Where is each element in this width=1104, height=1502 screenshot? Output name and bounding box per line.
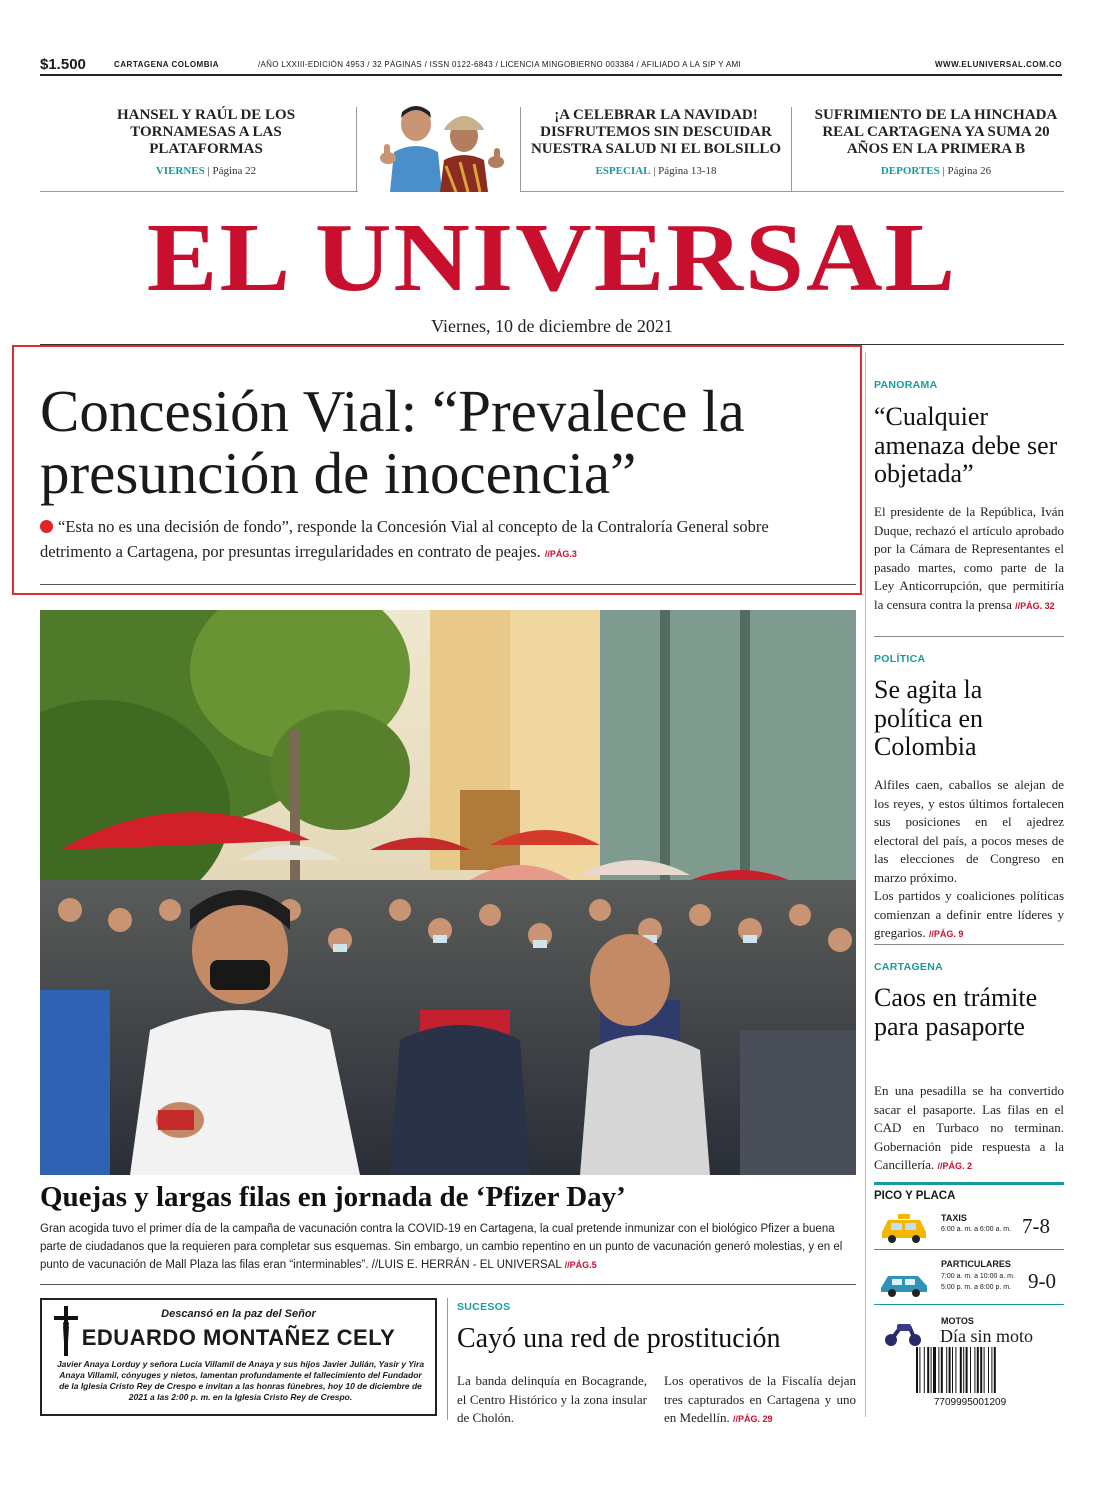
teaser-navidad[interactable]: [528, 107, 784, 177]
cartagena-body: En una pesadilla se ha convertido sacar el pasaporte. Las filas en el CAD en Turbaco no terminan. Gobernación pide respuesta a la Cancillería. //PÁG. 2: [874, 1083, 1064, 1172]
pico-placa-box: [874, 1182, 1064, 1202]
taxis-label: TAXIS: [941, 1213, 967, 1223]
barcode-bar: [919, 1347, 920, 1393]
barcode-bar: [916, 1347, 918, 1393]
politica-body: Alfiles caen, caballos se alejan de los reyes, y estos últimos fortalecen sus posiciones en el ajedrez electoral del país, a pocos meses de las elecciones de Congreso en marzo próximo. Los partidos y coaliciones políticas comienzan a definir entre líderes y gregarios. //PÁG. 9: [874, 777, 1064, 940]
obituary-notice: [40, 1298, 437, 1416]
barcode: [912, 1347, 1028, 1407]
page-ref[interactable]: //PÁG. 9: [928, 929, 964, 939]
lead-headline[interactable]: Concesión Vial: “Prevalece la presunción de inocencia”: [40, 378, 745, 506]
motos-label: MOTOS: [941, 1316, 974, 1326]
teaser-underline: [520, 191, 1064, 192]
taxis-hours: 6:00 a. m. a 6:00 a. m.: [941, 1226, 1012, 1233]
section-label-sucesos: SUCESOS: [457, 1301, 511, 1313]
photo-illustration: [40, 610, 856, 1175]
pyp-separator: [874, 1304, 1064, 1305]
price: $1.500: [40, 56, 86, 73]
website-link[interactable]: WWW.ELUNIVERSAL.COM.CO: [935, 60, 1062, 69]
barcode-bar: [994, 1347, 996, 1393]
teaser-divider: [520, 107, 521, 191]
photo-headline[interactable]: Quejas y largas filas en jornada de ‘Pfizer Day’: [40, 1181, 626, 1213]
barcode-bar: [938, 1347, 939, 1393]
teaser-divider: [356, 107, 357, 191]
sucesos-col-2: Los operativos de la Fiscalía dejan tres capturados en Cartagena y uno en Medellín. //PÁG. 29: [664, 1373, 856, 1425]
teaser-underline: [40, 191, 358, 192]
right-separator: [874, 944, 1064, 945]
cartagena-headline[interactable]: Caos en trámite para pasaporte: [874, 983, 1038, 1041]
politica-headline[interactable]: Se agita la política en Colombia: [874, 675, 984, 761]
pyp-separator: [874, 1249, 1064, 1250]
barcode-bar: [952, 1347, 953, 1393]
barcode-bar: [960, 1347, 962, 1393]
barcode-bar: [955, 1347, 956, 1393]
barcode-bar: [970, 1347, 971, 1393]
right-separator: [874, 636, 1064, 637]
particulares-hours-am: 7:00 a. m. a 10:00 a. m.: [941, 1273, 1015, 1280]
barcode-bar: [984, 1347, 985, 1393]
particulares-label: PARTICULARES: [941, 1259, 1011, 1269]
teaser-title: HANSEL Y RAÚL DE LOS TORNAMESAS A LAS PLATAFORMAS: [116, 107, 296, 157]
section-label-cartagena: CARTAGENA: [874, 961, 944, 973]
page-ref[interactable]: //PÁG. 2: [937, 1161, 973, 1171]
barcode-bar: [963, 1347, 964, 1393]
taxis-plates: 7-8: [1022, 1214, 1050, 1238]
sucesos-col-1: La banda delinquía en Bocagrande, el Centro Histórico y la zona insular de Cholón.: [457, 1373, 647, 1425]
barcode-bar: [991, 1347, 992, 1393]
page-ref[interactable]: //PÁG. 29: [732, 1414, 773, 1424]
lead-summary: “Esta no es una decisión de fondo”, responde la Concesión Vial al concepto de la Contraloría General sobre detrimento a Cartagena, por presuntas irregularidades en contrato de peajes. //PÁG.3: [40, 517, 769, 561]
teaser-ref: VIERNES | Página 22: [155, 165, 257, 177]
barcode-bar: [977, 1347, 979, 1393]
teaser-ref: DEPORTES | Página 26: [880, 165, 992, 177]
barcode-bar: [933, 1347, 936, 1393]
bullet-dot-icon: [40, 520, 53, 533]
panorama-headline[interactable]: “Cualquier amenaza debe ser objetada”: [874, 402, 1058, 488]
section-label-panorama: PANORAMA: [874, 379, 938, 391]
photo-caption: Gran acogida tuvo el primer día de la campaña de vacunación contra la COVID-19 en Cartagena, la cual pretende inmunizar con el biológico Pfizer a buena parte de ciudadanos que la requieren para completar sus esquemas. Sin embargo, un cambio repentino en un punto de vacunación generó molestias, y en el punto de vacunación de Mall Plaza las filas eran “interminables”. //LUIS E. HERRÁN - EL UNIVERSAL //PÁG.5: [40, 1223, 843, 1271]
obituary-body: Javier Anaya Lorduy y señora Lucía Villamil de Anaya y sus hijos Javier Julián, Yasir y Yira Anaya Villamil, cónyuges y nietos, lamentan profundamente el fallecimiento del Fundador de la Iglesia Cristo Rey de Crespo e invitan a las honras fúnebres, hoy 10 de diciembre de 2021 a las 2:00 p. m. en la Iglesia Cristo Rey de Crespo.: [56, 1359, 425, 1402]
right-column-divider: [865, 352, 866, 1417]
barcode-bar: [946, 1347, 947, 1393]
top-info-bar: [40, 56, 1062, 76]
panorama-body: El presidente de la República, Iván Duque, rechazó el artículo aprobado por la Cámara de Representantes el pasado martes, como parte de la Ley Anticorrupción, que permitiría la censura contra la prensa //PÁG. 32: [874, 504, 1064, 612]
teaser-title: ¡A CELEBRAR LA NAVIDAD! DISFRUTEMOS SIN DESCUIDAR NUESTRA SALUD NI EL BOLSILLO: [530, 107, 782, 157]
page-ref[interactable]: //PÁG. 32: [1015, 600, 1055, 611]
newspaper-masthead: EL UNIVERSAL: [146, 203, 958, 312]
teaser-real-cartagena[interactable]: [808, 107, 1064, 177]
lead-rule: [40, 584, 856, 585]
teaser-divider: [791, 107, 792, 191]
barcode-bar: [949, 1347, 951, 1393]
obituary-preamble: Descansó en la paz del Señor: [161, 1308, 316, 1320]
barcode-bar: [980, 1347, 982, 1393]
sucesos-headline[interactable]: Cayó una red de prostitución: [457, 1323, 781, 1354]
particulares-hours-pm: 5:00 p. m. a 8:00 p. m.: [941, 1284, 1012, 1291]
barcode-bar: [988, 1347, 989, 1393]
page-ref[interactable]: //PÁG.5: [564, 1260, 597, 1270]
teaser-hansel-raul[interactable]: [106, 107, 306, 177]
car-icon: [878, 1268, 930, 1298]
teaser-title: SUFRIMIENTO DE LA HINCHADA REAL CARTAGENA YA SUMA 20 AÑOS EN LA PRIMERA B: [814, 107, 1058, 157]
issue-date: Viernes, 10 de diciembre de 2021: [431, 316, 673, 336]
barcode-bar: [924, 1347, 925, 1393]
motorcycle-icon: [882, 1318, 924, 1348]
barcode-bar: [974, 1347, 975, 1393]
column-divider: [447, 1298, 448, 1420]
deceased-name: EDUARDO MONTAÑEZ CELY: [81, 1325, 396, 1350]
pico-placa-title: PICO Y PLACA: [874, 1190, 956, 1202]
barcode-number: 7709995001209: [933, 1397, 1007, 1407]
crowd-vaccination-photo: [40, 610, 856, 1175]
edition-info: /AÑO LXXIII-EDICIÓN 4953 / 32 PÁGINAS / ISSN 0122-6843 / LICENCIA MINGOBIERNO 003384 / AFILIADO A LA SIP Y AMI: [258, 60, 741, 69]
taxi-icon: [878, 1212, 930, 1244]
section-label-politica: POLÍTICA: [874, 653, 926, 665]
barcode-bar: [966, 1347, 968, 1393]
page-ref[interactable]: //PÁG.3: [544, 549, 577, 559]
teaser-ref: ESPECIAL | Página 13-18: [595, 165, 717, 177]
photo-rule: [40, 1284, 856, 1285]
motos-value: Día sin moto: [940, 1326, 1033, 1346]
barcode-bar: [927, 1347, 929, 1393]
city-label: CARTAGENA COLOMBIA: [114, 60, 219, 69]
teaser-photo-djs: [360, 100, 520, 192]
barcode-bar: [931, 1347, 932, 1393]
particulares-plates: 9-0: [1028, 1269, 1056, 1293]
barcode-bar: [941, 1347, 943, 1393]
